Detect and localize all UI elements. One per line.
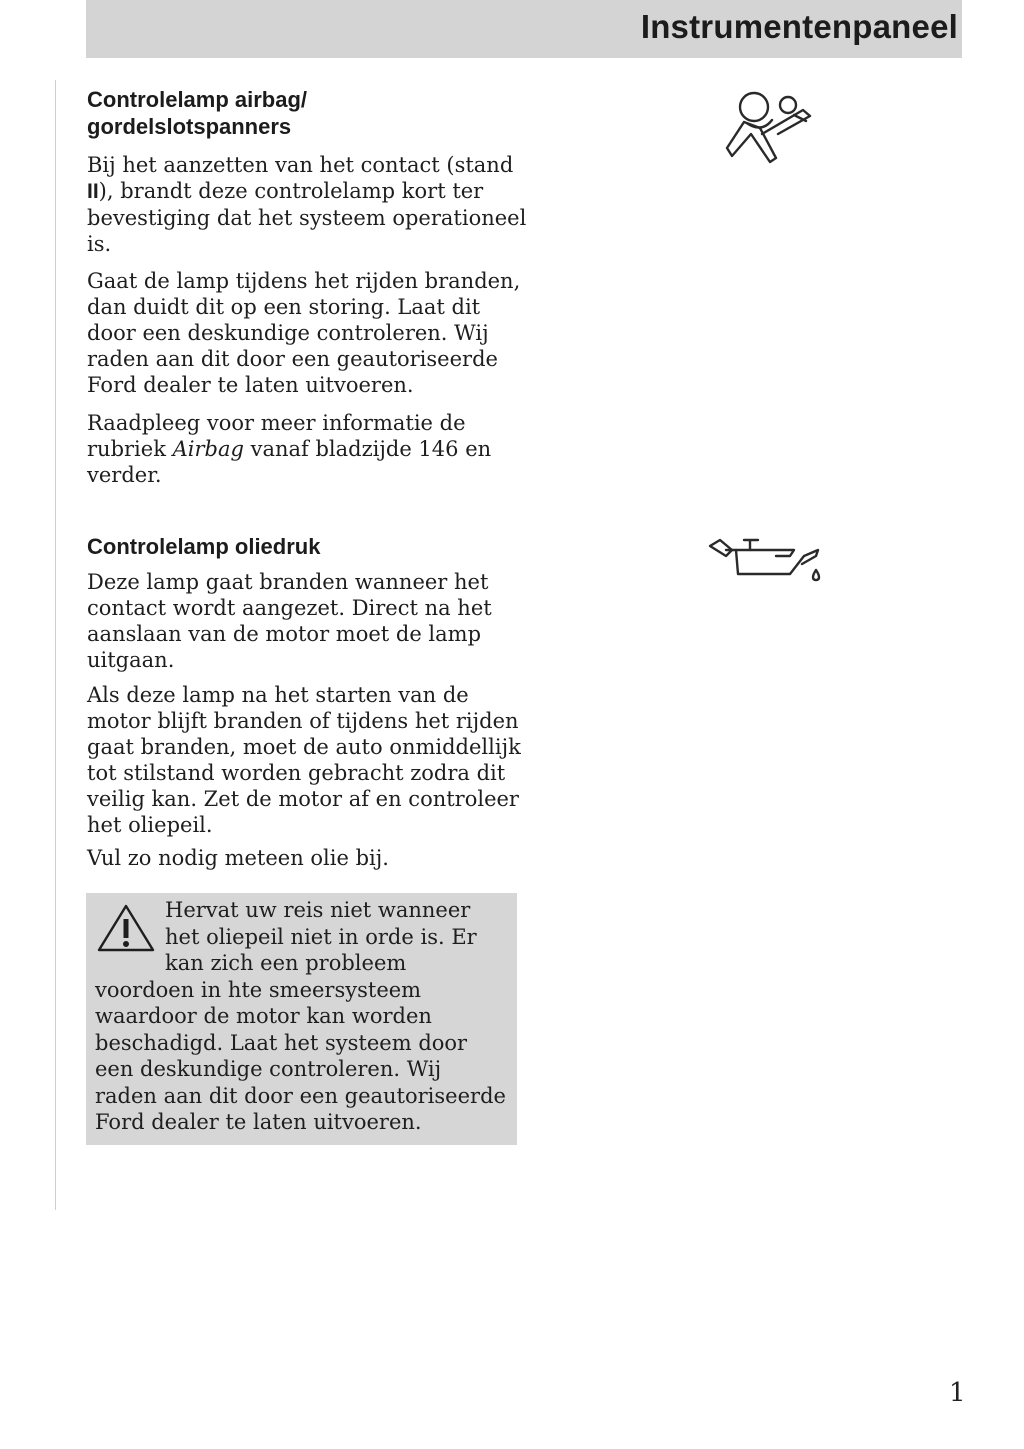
section-heading-oil: Controlelamp oliedruk bbox=[87, 534, 321, 559]
chapter-header bbox=[86, 0, 962, 58]
oil-paragraph-3: Vul zo nodig meteen olie bij. bbox=[87, 846, 389, 870]
warning-content bbox=[95, 897, 509, 1136]
chapter-title: Instrumentenpaneel bbox=[640, 8, 958, 45]
warning-triangle-icon bbox=[95, 903, 157, 953]
oil-paragraph-1: Deze lamp gaat branden wanneer het contact wordt aangezet. Direct na het aanslaan van de motor moet de lamp uitgaan. bbox=[87, 570, 492, 672]
airbag-p1-start: Bij het aanzetten van het contact (stand bbox=[87, 153, 514, 177]
heading-line-1: Controlelamp airbag/ bbox=[87, 87, 308, 112]
warning-text: Hervat uw reis niet wanneer het oliepeil niet in orde is. Er kan zich een probleem voordoen in hte smeersysteem waardoor de motor kan worden beschadigd. Laat het systeem door een deskundige controleren. Wij raden aan dit door een geautoriseerde Ford dealer te laten uitvoeren. bbox=[95, 898, 506, 1134]
airbag-p3-start: Raadpleeg voor meer informatie de rubriek bbox=[87, 411, 466, 461]
airbag-warning-icon bbox=[718, 88, 818, 174]
oil-can-icon bbox=[706, 532, 830, 592]
section-heading-airbag bbox=[87, 86, 307, 140]
airbag-p1-end: ), brandt deze controlelamp kort ter bevestiging dat het systeem operationeel is. bbox=[87, 179, 527, 256]
airbag-paragraph-3 bbox=[87, 410, 527, 488]
airbag-paragraph-1 bbox=[87, 152, 527, 257]
warning-box bbox=[86, 893, 517, 1145]
ignition-position-label: II bbox=[87, 180, 99, 203]
airbag-p3-end: vanaf bladzijde 146 en verder. bbox=[87, 437, 492, 487]
airbag-reference: Airbag bbox=[172, 437, 244, 461]
page-number: 1 bbox=[949, 1378, 966, 1408]
page-margin-rule bbox=[55, 80, 56, 1210]
heading-line-2: gordelslotspanners bbox=[87, 114, 292, 139]
oil-paragraph-2: Als deze lamp na het starten van de motor blijft branden of tijdens het rijden gaat branden, moet de auto onmiddellijk tot stilstand worden gebracht zodra dit veilig kan. Zet de motor af en controleer het oliepeil. bbox=[87, 683, 521, 837]
airbag-paragraph-2: Gaat de lamp tijdens het rijden branden, dan duidt dit op een storing. Laat dit door een deskundige controleren. Wij raden aan dit door een geautoriseerde Ford dealer te laten uitvoeren. bbox=[87, 269, 521, 397]
